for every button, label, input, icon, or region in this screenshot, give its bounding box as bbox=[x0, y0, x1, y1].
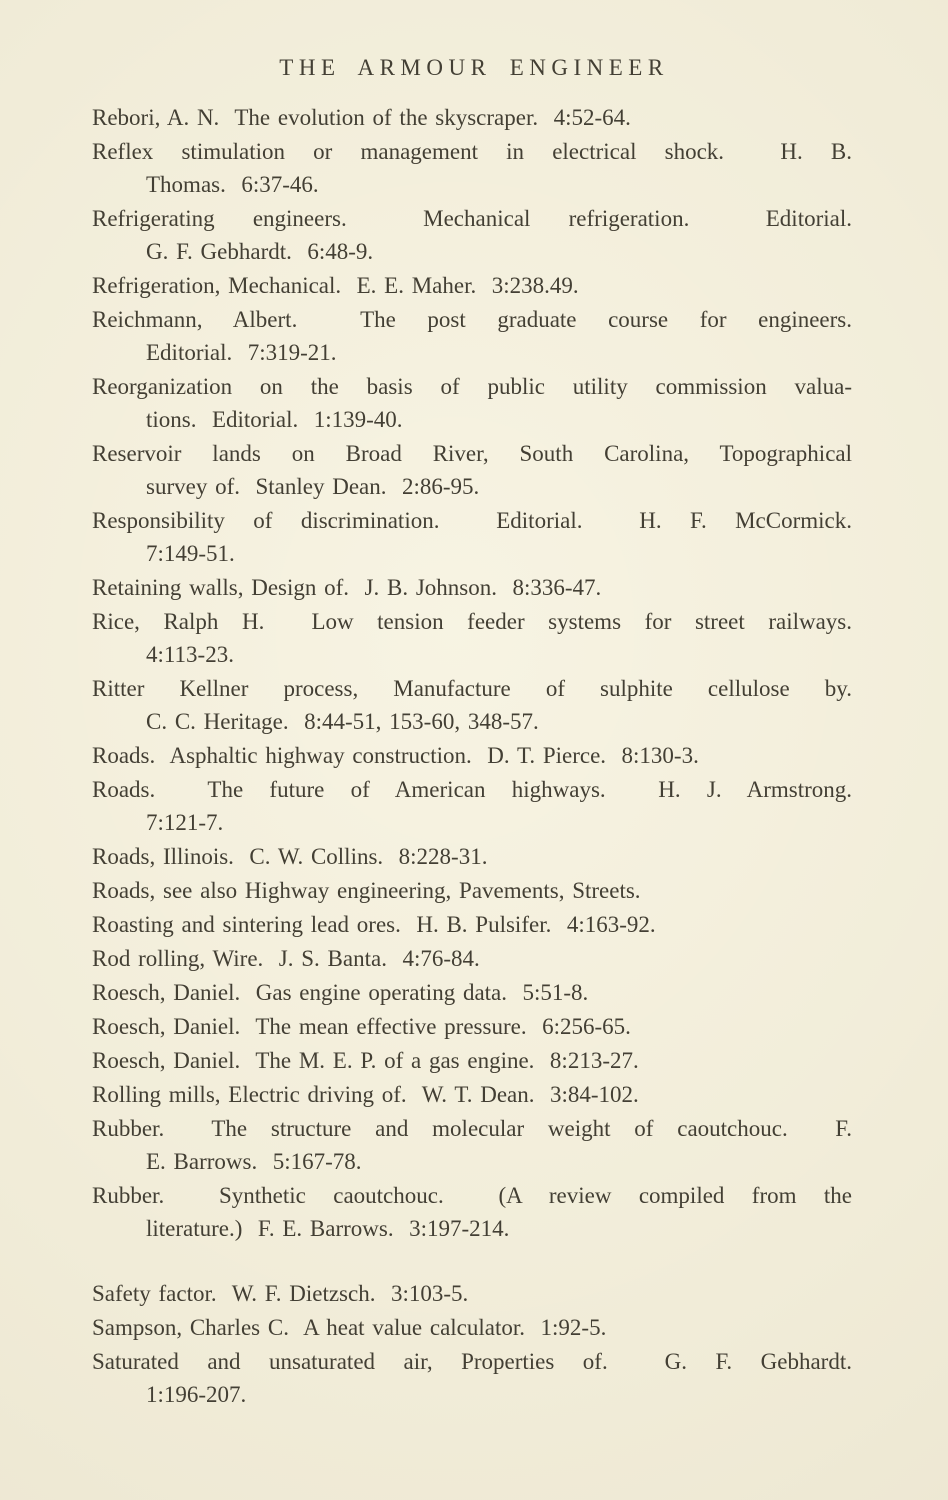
index-entry bbox=[92, 1010, 852, 1043]
index-entry bbox=[92, 571, 852, 604]
entry-line: Refrigerating engineers. Mechanical refrigeration. Editorial. bbox=[92, 206, 852, 231]
entry-line: Rolling mills, Electric driving of. W. T. Dean. 3:84-102. bbox=[92, 1082, 639, 1107]
entry-line: Rubber. Synthetic caoutchouc. (A review compiled from the bbox=[92, 1183, 852, 1208]
index-entry bbox=[92, 1311, 852, 1344]
index-entry bbox=[92, 1044, 852, 1077]
index-entry bbox=[92, 773, 852, 839]
entry-line: G. F. Gebhardt. 6:48-9. bbox=[146, 239, 374, 264]
entry-line: Rod rolling, Wire. J. S. Banta. 4:76-84. bbox=[92, 946, 480, 971]
entry-line: Roads. Asphaltic highway construction. D. T. Pierce. 8:130-3. bbox=[92, 743, 699, 768]
index-entry bbox=[92, 908, 852, 941]
entry-line: literature.) F. E. Barrows. 3:197-214. bbox=[146, 1216, 510, 1241]
index-entry bbox=[92, 202, 852, 268]
index-entry bbox=[92, 976, 852, 1009]
entry-line: Reorganization on the basis of public utility commission valua- bbox=[92, 374, 852, 399]
index-entry bbox=[92, 370, 852, 436]
index-entry bbox=[92, 605, 852, 671]
entry-line: Rebori, A. N. The evolution of the skyscraper. 4:52-64. bbox=[92, 105, 631, 130]
entry-line: 7:149-51. bbox=[146, 541, 235, 566]
entry-line: E. Barrows. 5:167-78. bbox=[146, 1149, 362, 1174]
entry-line: 7:121-7. bbox=[146, 810, 224, 835]
entry-line: Roesch, Daniel. The mean effective pressure. 6:256-65. bbox=[92, 1014, 631, 1039]
index-entry bbox=[92, 135, 852, 201]
index-section bbox=[92, 1277, 852, 1411]
index-entry bbox=[92, 1179, 852, 1245]
entry-line: Reflex stimulation or management in electrical shock. H. B. bbox=[92, 139, 852, 164]
entry-line: Rubber. The structure and molecular weight of caoutchouc. F. bbox=[92, 1116, 852, 1141]
entry-line: Roasting and sintering lead ores. H. B. Pulsifer. 4:163-92. bbox=[92, 912, 656, 937]
entry-line: Safety factor. W. F. Dietzsch. 3:103-5. bbox=[92, 1281, 469, 1306]
entry-line: tions. Editorial. 1:139-40. bbox=[146, 407, 403, 432]
entry-line: Thomas. 6:37-46. bbox=[146, 172, 319, 197]
index-entry bbox=[92, 874, 852, 907]
index-entry bbox=[92, 437, 852, 503]
index-entry bbox=[92, 942, 852, 975]
entry-line: survey of. Stanley Dean. 2:86-95. bbox=[146, 474, 480, 499]
entry-line: Ritter Kellner process, Manufacture of sulphite cellulose by. bbox=[92, 676, 852, 701]
index-list bbox=[92, 101, 852, 1412]
index-section bbox=[92, 101, 852, 1245]
page-header: THE ARMOUR ENGINEER bbox=[279, 55, 669, 80]
index-entry bbox=[92, 672, 852, 738]
entry-line: Saturated and unsaturated air, Properties of. G. F. Gebhardt. bbox=[92, 1349, 852, 1374]
entry-line: Rice, Ralph H. Low tension feeder systems for street railways. bbox=[92, 609, 852, 634]
index-entry bbox=[92, 1345, 852, 1411]
index-entry bbox=[92, 101, 852, 134]
index-entry bbox=[92, 1078, 852, 1111]
index-entry bbox=[92, 840, 852, 873]
entry-line: Roads, see also Highway engineering, Pavements, Streets. bbox=[92, 878, 641, 903]
entry-line: Reservoir lands on Broad River, South Carolina, Topographical bbox=[92, 441, 852, 466]
entry-line: Roads. The future of American highways. H. J. Armstrong. bbox=[92, 777, 852, 802]
entry-line: Roesch, Daniel. Gas engine operating data. 5:51-8. bbox=[92, 980, 589, 1005]
entry-line: Responsibility of discrimination. Editorial. H. F. McCormick. bbox=[92, 508, 852, 533]
index-entry bbox=[92, 504, 852, 570]
index-entry bbox=[92, 1277, 852, 1310]
index-entry bbox=[92, 739, 852, 772]
entry-line: Reichmann, Albert. The post graduate course for engineers. bbox=[92, 307, 852, 332]
entry-line: Refrigeration, Mechanical. E. E. Maher. 3:238.49. bbox=[92, 273, 579, 298]
entry-line: Editorial. 7:319-21. bbox=[146, 340, 337, 365]
index-entry bbox=[92, 269, 852, 302]
index-entry bbox=[92, 1112, 852, 1178]
entry-line: Retaining walls, Design of. J. B. Johnson. 8:336-47. bbox=[92, 575, 602, 600]
entry-line: Roads, Illinois. C. W. Collins. 8:228-31. bbox=[92, 844, 488, 869]
entry-line: Sampson, Charles C. A heat value calculator. 1:92-5. bbox=[92, 1315, 607, 1340]
entry-line: Roesch, Daniel. The M. E. P. of a gas engine. 8:213-27. bbox=[92, 1048, 639, 1073]
entry-line: C. C. Heritage. 8:44-51, 153-60, 348-57. bbox=[146, 709, 539, 734]
entry-line: 4:113-23. bbox=[146, 642, 234, 667]
entry-line: 1:196-207. bbox=[146, 1382, 247, 1407]
index-entry bbox=[92, 303, 852, 369]
